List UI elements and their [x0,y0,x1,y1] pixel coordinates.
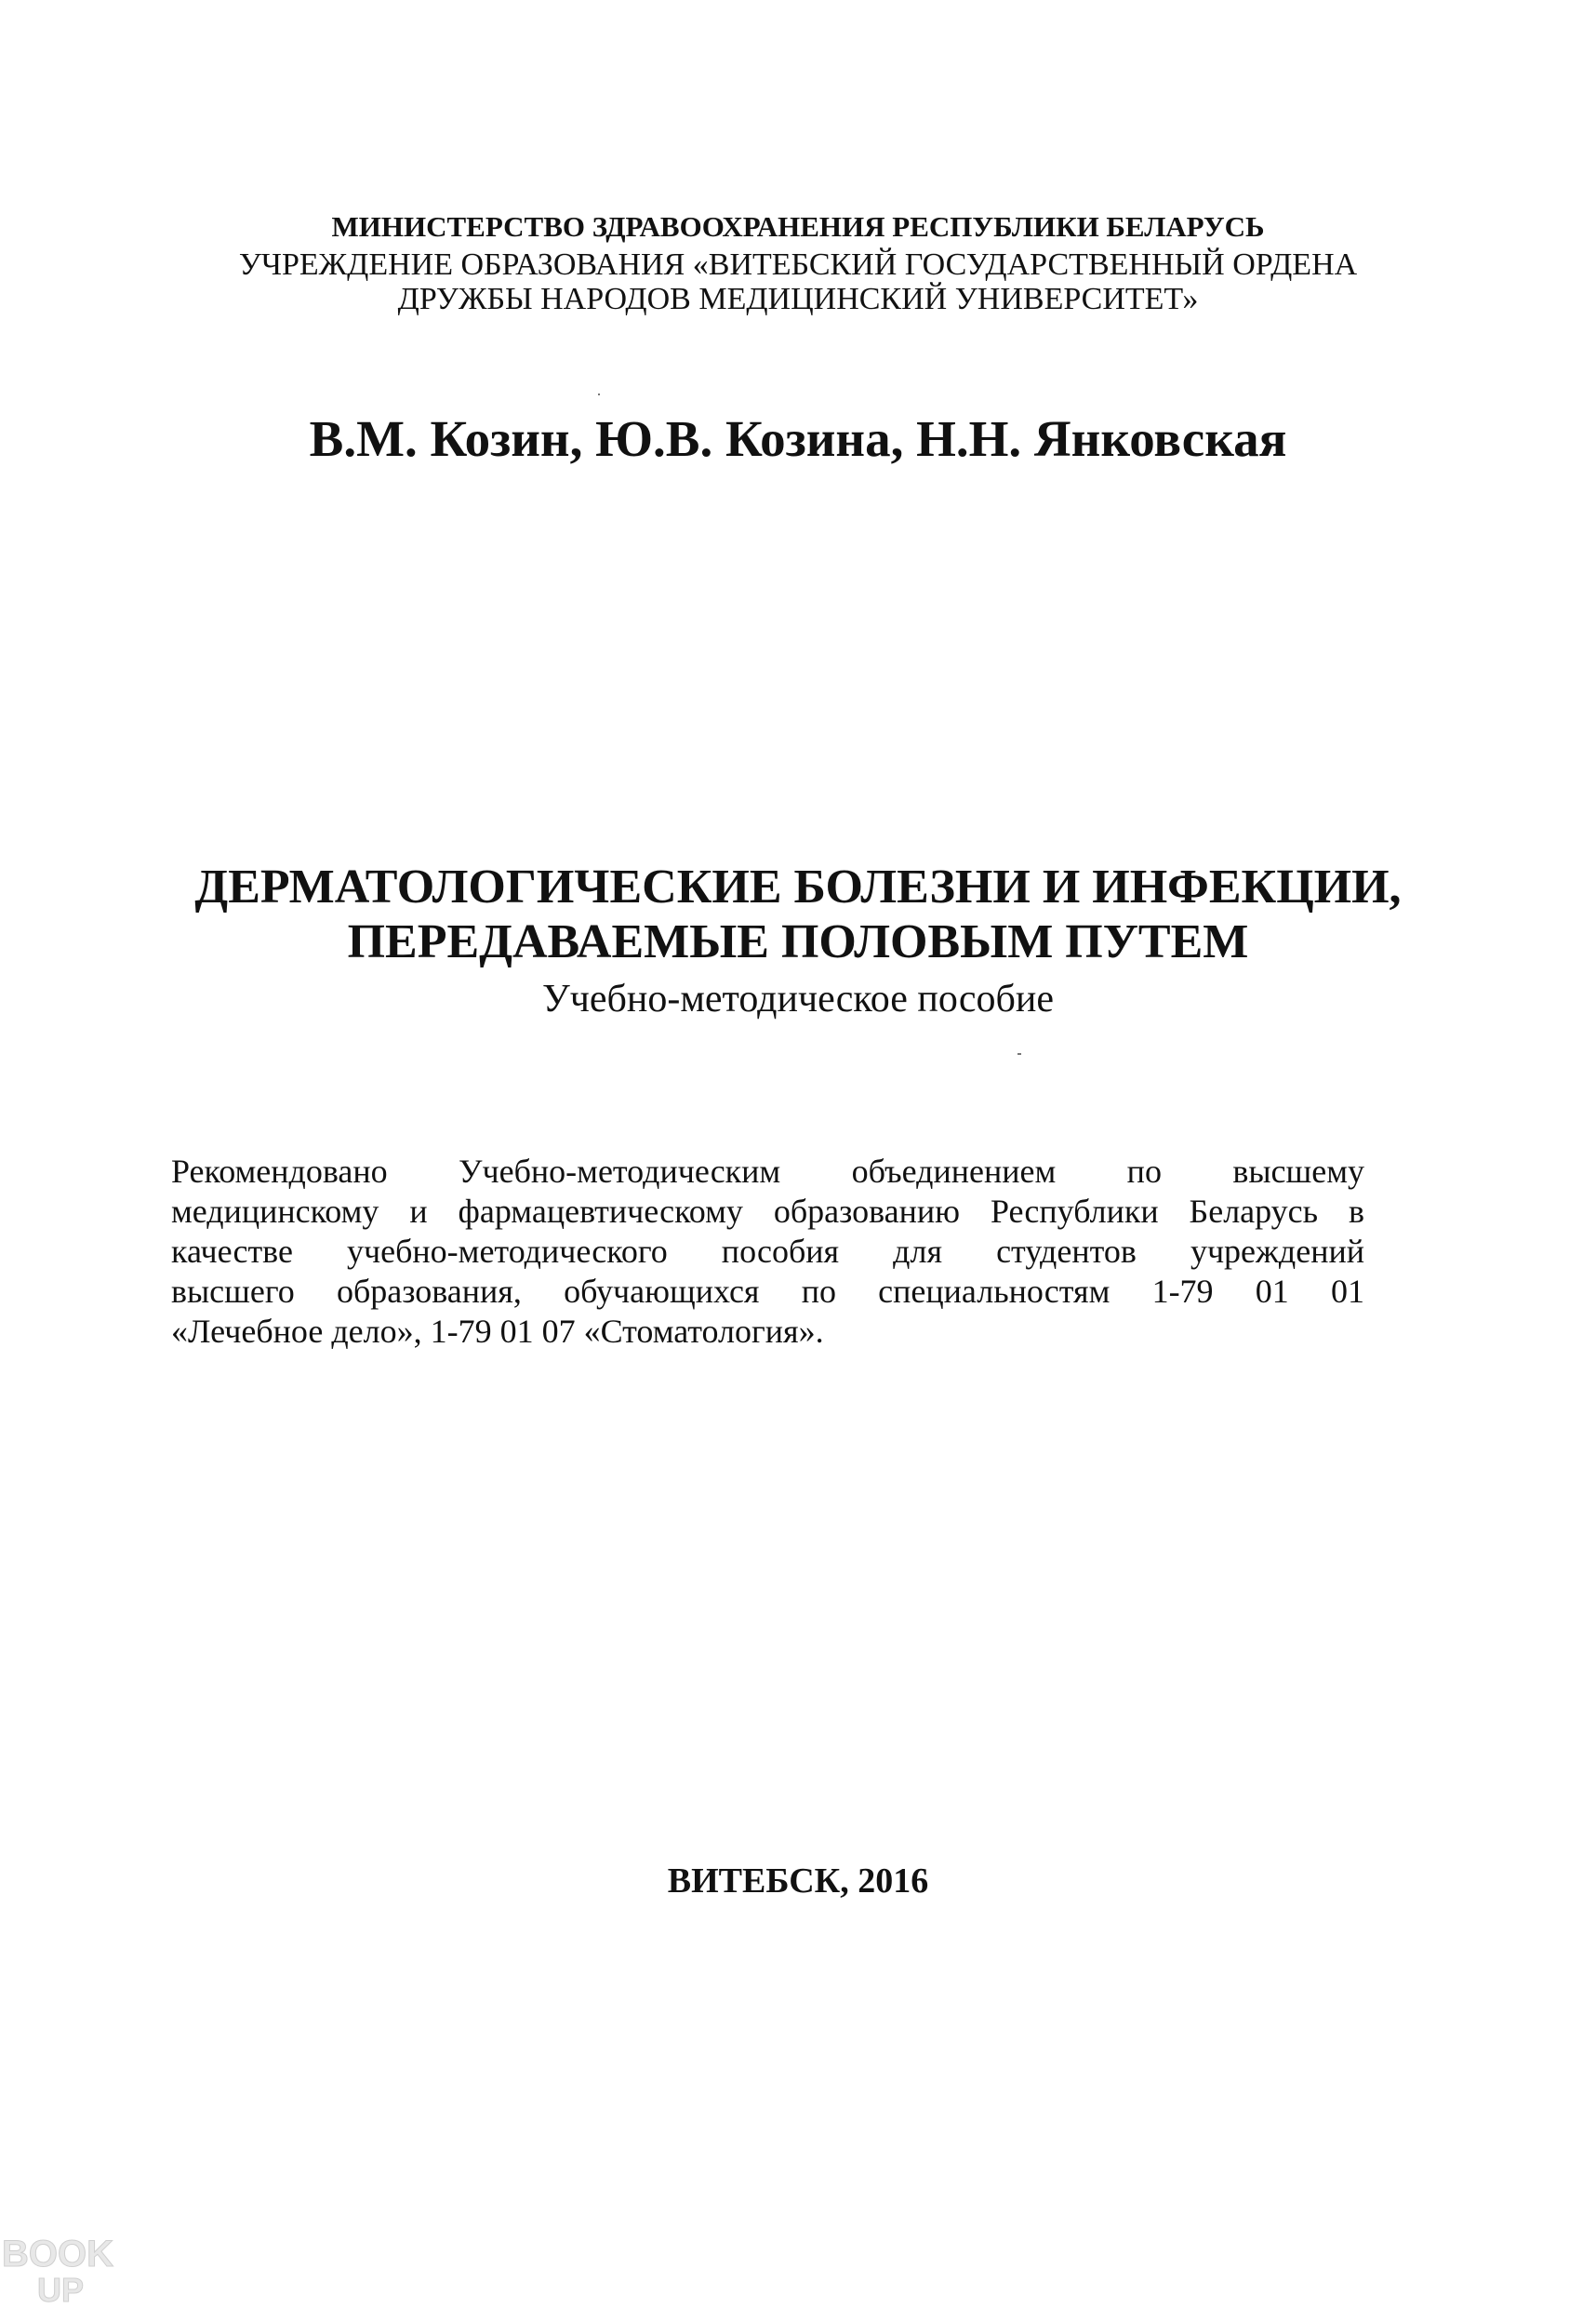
recommendation-line: Рекомендовано Учебно-методическим объединением по высшему [171,1153,1364,1190]
recommendation-paragraph [171,1152,1364,1352]
title-line-1: ДЕРМАТОЛОГИЧЕСКИЕ БОЛЕЗНИ И ИНФЕКЦИИ, [194,860,1402,914]
institution-line-2: ДРУЖБЫ НАРОДОВ МЕДИЦИНСКИЙ УНИВЕРСИТЕТ» [397,282,1199,316]
institution-line-1: УЧРЕЖДЕНИЕ ОБРАЗОВАНИЯ «ВИТЕБСКИЙ ГОСУДАРСТВЕННЫЙ ОРДЕНА [238,247,1358,282]
scan-speck [1017,1053,1021,1055]
recommendation-line: медицинскому и фармацевтическому образованию Республики Беларусь в [171,1193,1364,1230]
recommendation-line: высшего образования, обучающихся по специальностям 1-79 01 01 [171,1273,1364,1310]
watermark-text-bottom: UP [37,2271,85,2305]
scan-speck [598,394,600,395]
bookup-watermark-logo [2,2231,151,2305]
authors: В.М. Козин, Ю.В. Козина, Н.Н. Янковская [309,410,1287,467]
recommendation-line: «Лечебное дело», 1-79 01 07 «Стоматология». [171,1313,824,1350]
watermark-text-top: BOOK [2,2234,113,2275]
ministry-heading: МИНИСТЕРСТВО ЗДРАВООХРАНЕНИЯ РЕСПУБЛИКИ БЕЛАРУСЬ [331,210,1265,243]
city-year: ВИТЕБСК, 2016 [667,1861,929,1901]
recommendation-line: качестве учебно-методического пособия для студентов учреждений [171,1233,1364,1270]
title-line-2: ПЕРЕДАВАЕМЫЕ ПОЛОВЫМ ПУТЕМ [347,915,1249,968]
subtitle: Учебно-методическое пособие [541,978,1055,1021]
